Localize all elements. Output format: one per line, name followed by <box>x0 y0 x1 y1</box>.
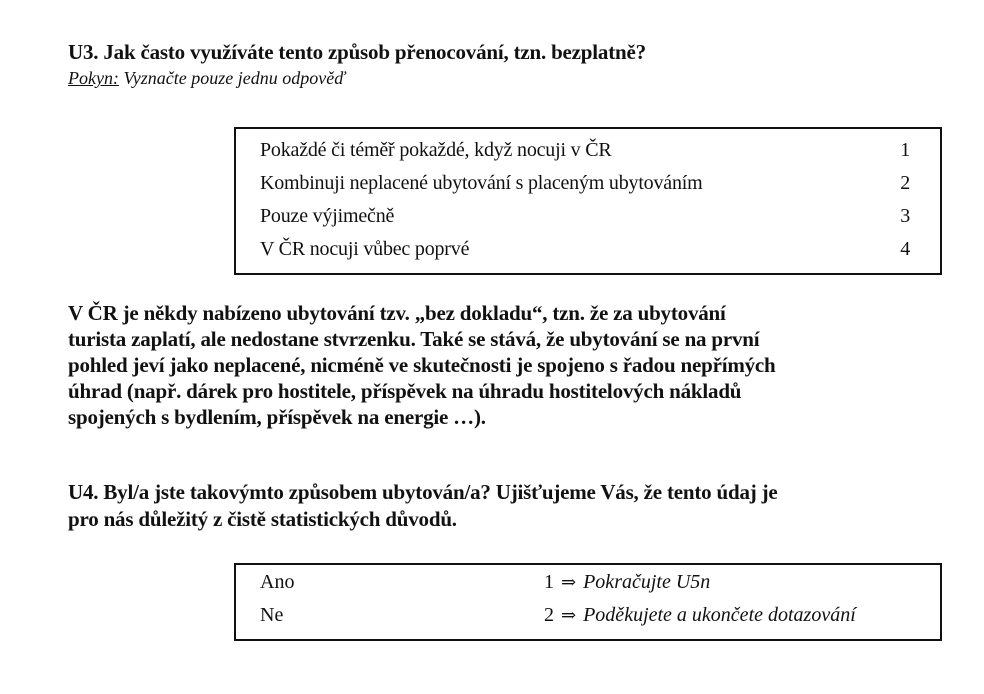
option-code: 3 <box>900 205 910 227</box>
arrow-icon: ⇒ <box>561 572 577 592</box>
option-label: Pokaždé či téměř pokaždé, když nocuji v ČR <box>260 139 612 161</box>
option-code: 2 <box>900 172 910 194</box>
option-label: Pouze výjimečně <box>260 205 395 227</box>
paragraph-line: pohled jeví jako neplacené, nicméně ve skutečnosti je spojeno s řadou nepřímých <box>68 353 776 377</box>
instruction-prefix: Pokyn: <box>68 68 119 88</box>
u4-option-row[interactable] <box>260 571 920 605</box>
option-label: Ano <box>260 571 295 593</box>
routing-note: Poděkujete a ukončete dotazování <box>583 604 856 626</box>
option-code-group <box>544 571 710 594</box>
question-u3-title: U3. Jak často využíváte tento způsob přenocování, tzn. bezplatně? <box>68 40 646 64</box>
question-u3-instruction <box>68 68 345 89</box>
instruction-text: Vyznačte pouze jednu odpověď <box>118 68 346 88</box>
question-u4-title <box>68 479 948 533</box>
paragraph-line: V ČR je někdy nabízeno ubytování tzv. „bez dokladu“, tzn. že za ubytování <box>68 301 726 325</box>
option-code: 1 <box>900 139 910 161</box>
u3-options-box <box>234 127 942 275</box>
u3-option-row[interactable] <box>260 205 910 239</box>
option-code-group <box>544 604 856 627</box>
option-label: Ne <box>260 604 284 626</box>
paragraph-line: spojených s bydlením, příspěvek na energie …). <box>68 405 486 429</box>
option-label: Kombinuji neplacené ubytování s placeným ubytováním <box>260 172 703 194</box>
u4-option-row[interactable] <box>260 604 920 638</box>
option-code: 2 <box>544 604 554 626</box>
option-code: 4 <box>900 238 910 260</box>
option-label: V ČR nocuji vůbec poprvé <box>260 238 470 260</box>
paragraph-line: turista zaplatí, ale nedostane stvrzenku. Také se stává, že ubytování se na první <box>68 327 760 351</box>
question-line: U4. Byl/a jste takovýmto způsobem ubytován/a? Ujišťujeme Vás, že tento údaj je <box>68 480 778 504</box>
routing-note: Pokračujte U5n <box>583 571 711 593</box>
question-line: pro nás důležitý z čistě statistických důvodů. <box>68 507 457 531</box>
arrow-icon: ⇒ <box>561 605 577 625</box>
u4-options-box <box>234 563 942 641</box>
paragraph-line: úhrad (např. dárek pro hostitele, příspěvek na úhradu hostitelových nákladů <box>68 379 742 403</box>
option-code: 1 <box>544 571 554 593</box>
u3-option-row[interactable] <box>260 238 910 272</box>
u3-option-row[interactable] <box>260 139 910 173</box>
u3-option-row[interactable] <box>260 172 910 206</box>
info-paragraph <box>68 300 948 430</box>
